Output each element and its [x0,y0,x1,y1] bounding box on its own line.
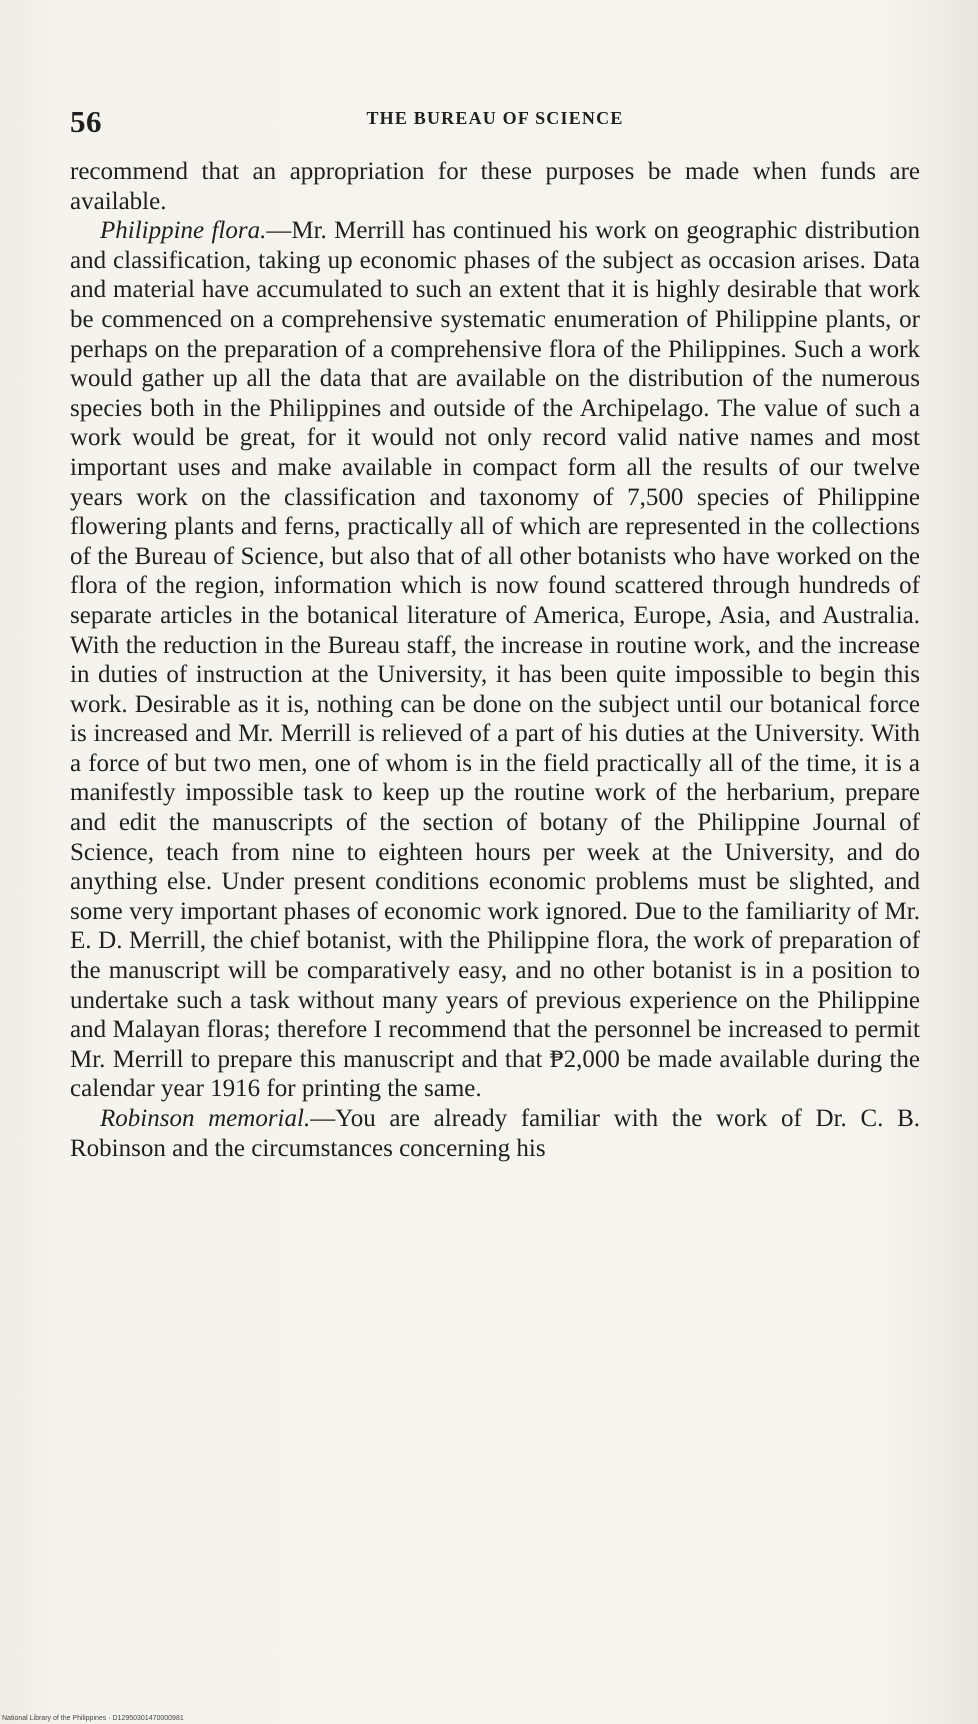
body-text [70,157,920,1163]
paragraph-continuation [70,157,920,216]
side-head-robinson-memorial: Robinson memorial. [100,1105,311,1132]
paragraph-text: recommend that an appropriation for these purposes be made when funds are available. [70,158,920,215]
running-title: THE BUREAU OF SCIENCE [366,108,624,128]
page-number: 56 [70,104,102,139]
paragraph-robinson-memorial [70,1104,920,1163]
page-header [70,104,920,139]
paragraph-text: —You are already familiar with the work of Dr. C. B. Robinson and the circumstances concerning his [70,1105,920,1162]
paragraph-text: —Mr. Merrill has continued his work on geographic distribution and classification, taking up economic phases of the subject as occasion arises. Data and material have accumulated to such an extent that it is highly desirable that work be commenced on a comprehensive systematic enumeration of Philippine plants, or perhaps on the preparation of a comprehensive flora of the Philippines. Such a work would gather up all the data that are available on the distribution of the numerous species both in the Philippines and outside of the Archipelago. The value of such a work would be great, for it would not only record valid native names and most important uses and make available in compact form all the results of our twelve years work on the classification and taxonomy of 7,500 species of Philippine flowering plants and ferns, practically all of which are represented in the collections of the Bureau of Science, but also that of all other botanists who have worked on the flora of the region, information which is now found scattered through hundreds of separate articles in the botanical literature of America, Europe, Asia, and Australia. With the reduction in the Bureau staff, the increase in routine work, and the increase in duties of instruction at the University, it has been quite impossible to begin this work. Desirable as it is, nothing can be done on the subject until our botanical force is increased and Mr. Merrill is relieved of a part of his duties at the University. With a force of but two men, one of whom is in the field practically all of the time, it is a manifestly impossible task to keep up the routine work of the herbarium, prepare and edit the manuscripts of the section of botany of the Philippine Journal of Science, teach from nine to eighteen hours per week at the University, and do anything else. Under present conditions economic problems must be slighted, and some very important phases of economic work ignored. Due to the familiarity of Mr. E. D. Merrill, the chief botanist, with the Philippine flora, the work of preparation of the manuscript will be comparatively easy, and no other botanist is in a position to undertake such a task without many years of previous experience on the Philippine and Malayan floras; therefore I recommend that the personnel be increased to permit Mr. Merrill to prepare this manuscript and that ₱2,000 be made available during the calendar year 1916 for printing the same. [70,217,921,1103]
side-head-philippine-flora: Philippine flora. [100,217,267,245]
scan-credit: National Library of the Philippines · D12950301470000981 [2,1715,184,1722]
paragraph-philippine-flora [70,216,920,1104]
